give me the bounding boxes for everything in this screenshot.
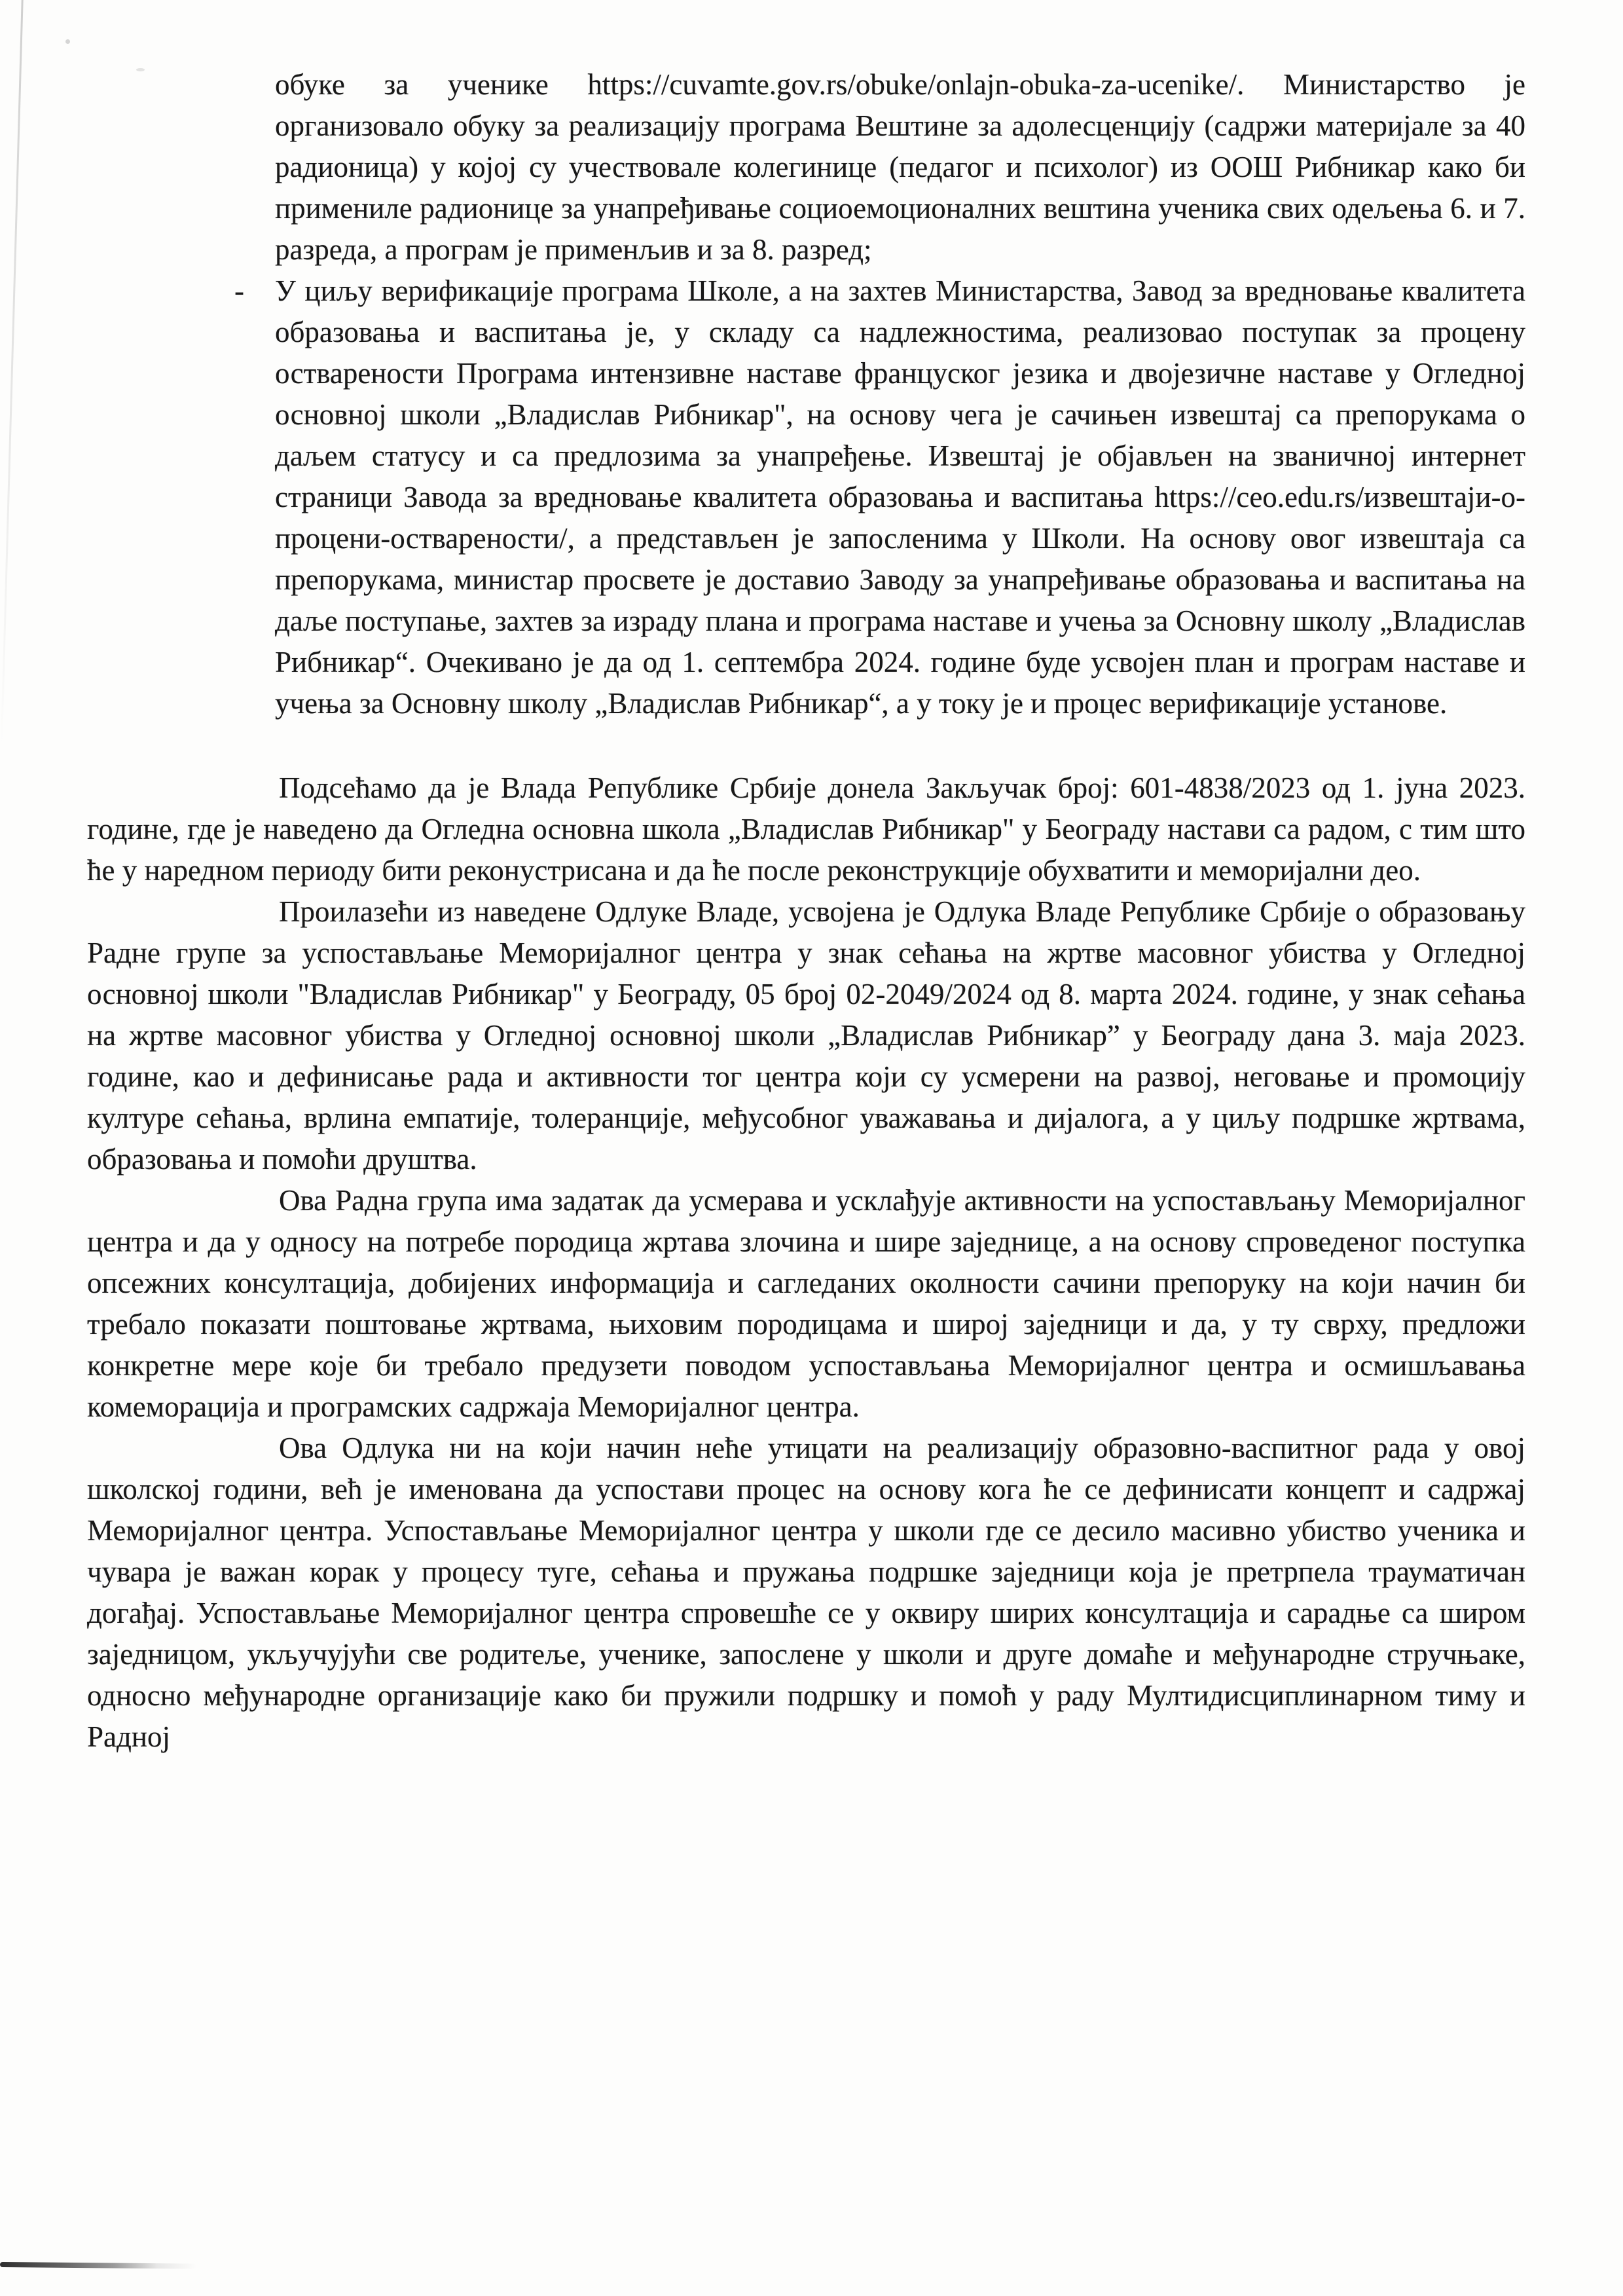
paragraph-section bbox=[87, 768, 1525, 1758]
scan-artifact-vertical-line bbox=[1, 0, 24, 745]
scan-artifact-bottom-streak bbox=[0, 2262, 196, 2269]
list-item-continued bbox=[275, 64, 1525, 270]
bullet-list bbox=[234, 64, 1525, 724]
list-item-text: У циљу верификације програма Школе, а на захтев Министарства, Завод за вредновање квалитета образовања и васпитања је, у складу са надлежностима, реализовао поступак за процену остварености Програма интензивне наставе француског језика и двојезичне наставе у Огледној основној школи „Владислав Рибникар", на основу чега је сачињен извештај са препорукама о даљем статусу и са предлозима за унапређење. Извештај је објављен на званичној интернет страници Завода за вредновање квалитета образовања и васпитања https://ceo.edu.rs/извештаји-о-процени-остварености/, а представљен је запосленима у Школи. На основу овог извештаја са препорукама, министар просвете је доставио Заводу за унапређивање образовања и васпитања на даље поступање, захтев за израду плана и програма наставе и учења за Основну школу „Владислав Рибникар“. Очекивано је да од 1. септембра 2024. године буде усвојен план и програм наставе и учења за Основну школу „Владислав Рибникар“, а у току је и процес верификације установе. bbox=[275, 274, 1525, 720]
scan-artifact-speck bbox=[65, 39, 70, 44]
paragraph: Ова Радна група има задатак да усмерава и усклађује активности на успостављању Меморијалног центра и да у односу на потребе породица жртава злочина и шире заједнице, а на основу спроведеног поступка опсежних консултација, добијених информација и сагледаних околности сачини препоруку на који начин би требало показати поштовање жртвама, њиховим породицама и широј заједници и да, у ту сврху, предложи конкретне мере које би требало предузети поводом успостављања Меморијалног центра и осмишљавања комеморација и програмских садржаја Меморијалног центра. bbox=[87, 1184, 1525, 1423]
list-item-marker: - bbox=[234, 274, 244, 307]
document-body bbox=[87, 64, 1525, 1758]
list-item bbox=[234, 270, 1525, 724]
list-item-text: обуке за ученике https://cuvamte.gov.rs/obuke/onlajn-obuka-za-ucenike/. Министарство је организовало обуку за реализацију програма Вештине за адолесценцију (садржи материјале за 40 радионица) у којој су учествовале колегинице (педагог и психолог) из ООШ Рибникар како би примениле радионице за унапређивање социоемоционалних вештина ученика свих одељења 6. и 7. разреда, а програм је применљив и за 8. разред; bbox=[275, 68, 1525, 266]
paragraph: Ова Одлука ни на који начин неће утицати на реализацију образовно-васпитног рада у овој школској години, већ је именована да успостави процес на основу кога ће се дефинисати концепт и садржај Меморијалног центра. Успостављање Меморијалног центра у школи где се десило масивно убиство ученика и чувара је важан корак у процесу туге, сећања и пружања подршке заједници која је претрпела трауматичан догађај. Успостављање Меморијалног центра спровешће се у оквиру ширих консултација и сарадње са широм заједницом, укључујући све родитеље, ученике, запослене у школи и друге домаће и међународне стручњаке, односно међународне организације како би пружили подршку и помоћ у раду Мултидисциплинарном тиму и Радној bbox=[87, 1432, 1525, 1753]
paragraph: Подсећамо да је Влада Републике Србије донела Закључак број: 601-4838/2023 од 1. јуна 2023. године, где је наведено да Огледна основна школа „Владислав Рибникар" у Београду настави са радом, с тим што ће у наредном периоду бити реконустрисана и да ће после реконструкције обухватити и меморијални део. bbox=[87, 771, 1525, 887]
paragraph: Проилазећи из наведене Одлуке Владе, усвојена је Одлука Владе Републике Србије о образовању Радне групе за успостављање Меморијалног центра у знак сећања на жртве масовног убиства у Огледној основној школи "Владислав Рибникар" у Београду, 05 број 02-2049/2024 од 8. марта 2024. године, у знак сећања на жртве масовног убиства у Огледној основној школи „Владислав Рибникар” у Београду дана 3. маја 2023. године, као и дефинисање рада и активности тог центра који су усмерени на развој, неговање и промоцију културе сећања, врлина емпатије, толеранције, међусобног уважавања и дијалога, а у циљу подршке жртвама, образовања и помоћи друштва. bbox=[87, 895, 1525, 1176]
